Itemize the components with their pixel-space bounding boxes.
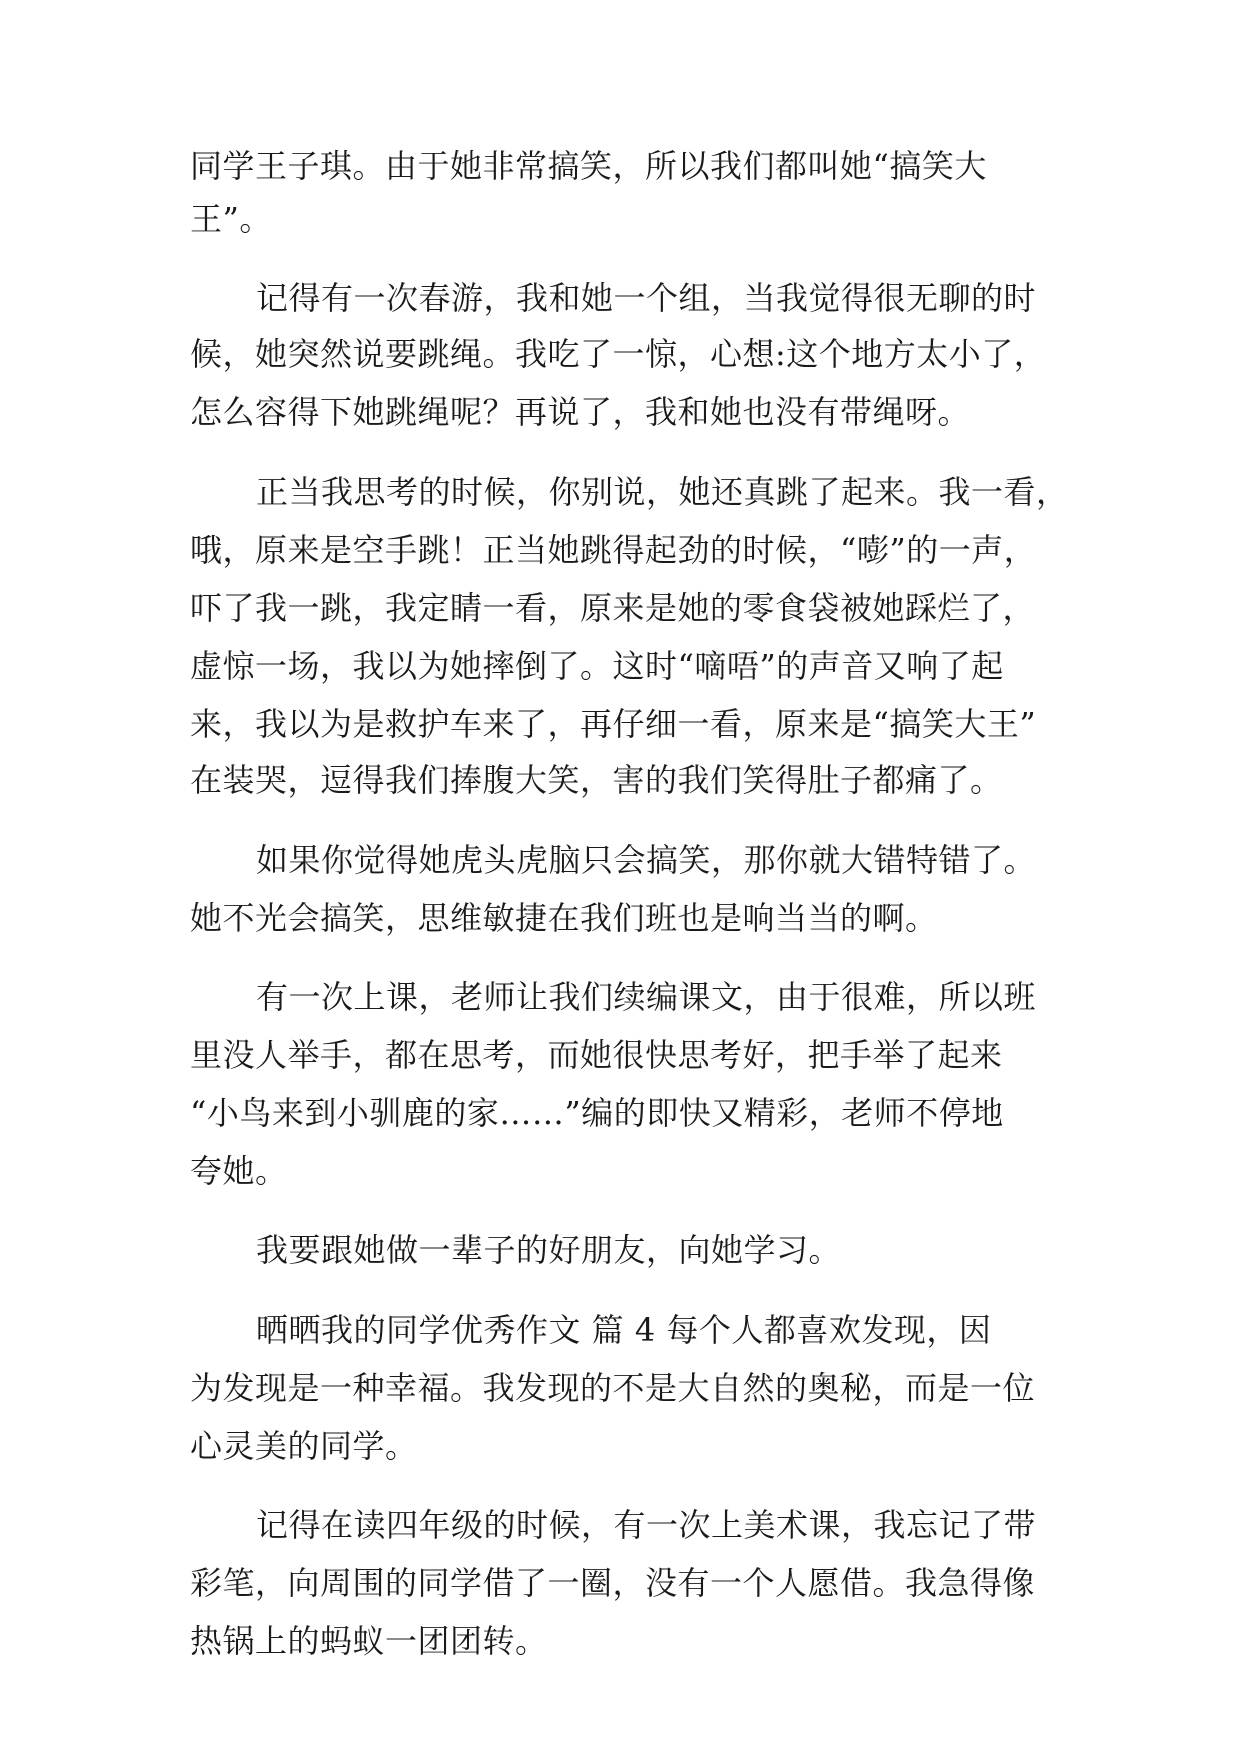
text-line: 来，我以为是救护车来了，再仔细一看，原来是“搞笑大王” <box>190 705 1037 743</box>
text-line: 有一次上课，老师让我们续编课文，由于很难，所以班 <box>256 978 1037 1016</box>
text-line: 记得在读四年级的时候，有一次上美术课，我忘记了带 <box>256 1506 1037 1544</box>
text-line: 晒晒我的同学优秀作文 篇 4 每个人都喜欢发现，因 <box>256 1311 992 1349</box>
text-line: 在装哭，逗得我们捧腹大笑，害的我们笑得肚子都痛了。 <box>190 761 1003 799</box>
text-line: 候，她突然说要跳绳。我吃了一惊，心想:这个地方太小了， <box>190 335 1047 373</box>
text-line: 如果你觉得她虎头虎脑只会搞笑，那你就大错特错了。 <box>256 841 1037 879</box>
text-line: 记得有一次春游，我和她一个组，当我觉得很无聊的时 <box>256 279 1037 317</box>
text-line: 正当我思考的时候，你别说，她还真跳了起来。我一看， <box>256 473 1069 511</box>
text-line: 怎么容得下她跳绳呢？再说了，我和她也没有带绳呀。 <box>190 393 971 431</box>
text-line: 她不光会搞笑，思维敏捷在我们班也是响当当的啊。 <box>190 899 938 937</box>
text-line: 夸她。 <box>190 1152 288 1190</box>
text-line: 为发现是一种幸福。我发现的不是大自然的奥秘，而是一位 <box>190 1369 1036 1407</box>
text-line: 我要跟她做一辈子的好朋友，向她学习。 <box>256 1231 842 1269</box>
text-line: 心灵美的同学。 <box>190 1427 418 1465</box>
text-line: 里没人举手，都在思考，而她很快思考好，把手举了起来 <box>190 1036 1003 1074</box>
text-line: 吓了我一跳，我定睛一看，原来是她的零食袋被她踩烂了， <box>190 589 1036 627</box>
text-line: 同学王子琪。由于她非常搞笑，所以我们都叫她“搞笑大 <box>190 147 987 185</box>
text-line: 彩笔，向周围的同学借了一圈，没有一个人愿借。我急得像 <box>190 1564 1036 1602</box>
text-line: 王”。 <box>190 200 272 238</box>
text-line: 虚惊一场，我以为她摔倒了。这时“嘀唔”的声音又响了起 <box>190 647 1004 685</box>
text-line: 哦，原来是空手跳！正当她跳得起劲的时候，“嘭”的一声， <box>190 531 1037 569</box>
text-line: 热锅上的蚂蚁一团团转。 <box>190 1622 548 1660</box>
text-line: “小鸟来到小驯鹿的家……”编的即快又精彩，老师不停地 <box>190 1094 1004 1132</box>
